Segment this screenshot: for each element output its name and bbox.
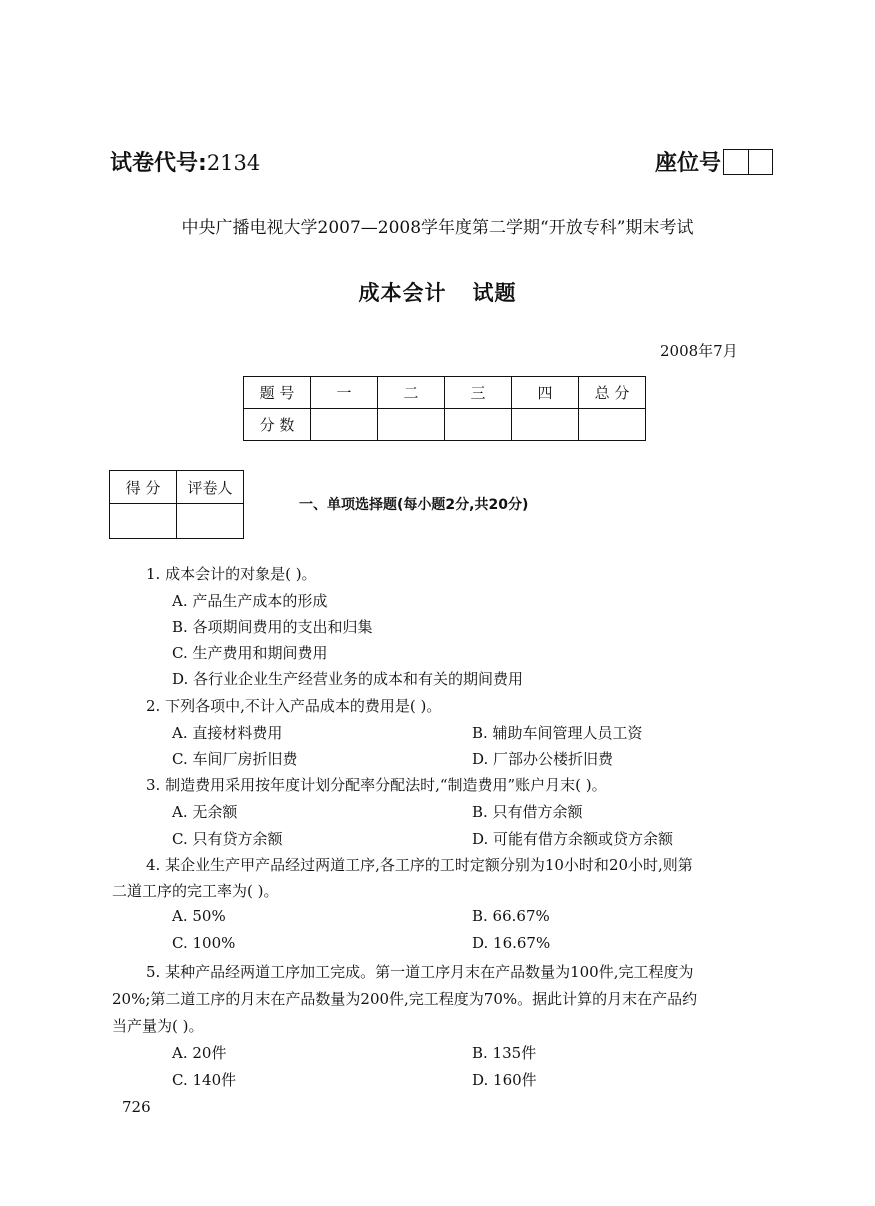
paper-code-label: 试卷代号: bbox=[110, 151, 207, 176]
score-header-cell: 三 bbox=[445, 377, 512, 409]
question-stem: 3. 制造费用采用按年度计划分配率分配法时,“制造费用”账户月末( )。 bbox=[146, 776, 607, 794]
option: D. 160件 bbox=[472, 1071, 537, 1089]
question-stem: 2. 下列各项中,不计入产品成本的费用是( )。 bbox=[146, 697, 442, 715]
score-table bbox=[243, 376, 646, 441]
option: D. 厂部办公楼折旧费 bbox=[472, 750, 614, 768]
page-number: 726 bbox=[122, 1098, 151, 1116]
option: C. 车间厂房折旧费 bbox=[172, 750, 298, 768]
score-header-cell: 总 分 bbox=[579, 377, 646, 409]
seat-box-2 bbox=[748, 150, 772, 174]
score-row-label: 分 数 bbox=[244, 409, 311, 441]
score-header-cell: 一 bbox=[311, 377, 378, 409]
question-stem-continued: 二道工序的完工率为( )。 bbox=[112, 882, 279, 900]
grader-label: 评卷人 bbox=[177, 471, 244, 504]
subject-name: 成本会计 bbox=[358, 281, 447, 305]
seat-number-label: 座位号 bbox=[655, 151, 722, 176]
question-stem: 5. 某种产品经两道工序加工完成。第一道工序月末在产品数量为100件,完工程度为 bbox=[146, 963, 694, 981]
grader-table bbox=[109, 470, 244, 539]
option: C. 只有贷方余额 bbox=[172, 830, 283, 848]
score-cell bbox=[378, 409, 445, 441]
exam-date: 2008年7月 bbox=[660, 342, 738, 360]
option: B. 135件 bbox=[472, 1044, 537, 1062]
score-cell bbox=[512, 409, 579, 441]
question-stem: 4. 某企业生产甲产品经过两道工序,各工序的工时定额分别为10小时和20小时,则第 bbox=[146, 856, 693, 874]
score-header-cell: 二 bbox=[378, 377, 445, 409]
option: D. 16.67% bbox=[472, 934, 551, 952]
option: A. 产品生产成本的形成 bbox=[172, 592, 328, 610]
score-cell bbox=[311, 409, 378, 441]
question-stem-continued: 20%;第二道工序的月末在产品数量为200件,完工程度为70%。据此计算的月末在产品约 bbox=[112, 990, 698, 1008]
score-table-header-row bbox=[244, 377, 646, 409]
seat-box-1 bbox=[724, 150, 748, 174]
subject-suffix: 试题 bbox=[472, 281, 517, 305]
option: C. 140件 bbox=[172, 1071, 237, 1089]
exam-title: 中央广播电视大学2007—2008学年度第二学期“开放专科”期末考试 bbox=[181, 218, 694, 238]
subject-title bbox=[0, 277, 875, 307]
grader-name-cell bbox=[177, 504, 244, 539]
score-table-value-row bbox=[244, 409, 646, 441]
option: C. 生产费用和期间费用 bbox=[172, 644, 328, 662]
option: A. 无余额 bbox=[172, 803, 238, 821]
option: D. 各行业企业生产经营业务的成本和有关的期间费用 bbox=[172, 670, 524, 688]
option: A. 50% bbox=[172, 907, 226, 925]
seat-number-boxes bbox=[723, 149, 773, 175]
question-stem: 1. 成本会计的对象是( )。 bbox=[146, 565, 317, 583]
score-cell bbox=[445, 409, 512, 441]
grader-score-cell bbox=[110, 504, 177, 539]
paper-code-value: 2134 bbox=[206, 151, 261, 175]
seat-number bbox=[655, 146, 773, 177]
option: A. 20件 bbox=[172, 1044, 227, 1062]
option: B. 66.67% bbox=[472, 907, 550, 925]
score-header-cell: 题 号 bbox=[244, 377, 311, 409]
option: C. 100% bbox=[172, 934, 236, 952]
question-stem-continued: 当产量为( )。 bbox=[112, 1017, 204, 1035]
grader-score-label: 得 分 bbox=[110, 471, 177, 504]
section-title: 一、单项选择题(每小题2分,共20分) bbox=[299, 497, 529, 513]
option: D. 可能有借方余额或贷方余额 bbox=[472, 830, 674, 848]
option: B. 只有借方余额 bbox=[472, 803, 583, 821]
score-header-cell: 四 bbox=[512, 377, 579, 409]
paper-code bbox=[110, 146, 260, 177]
score-cell bbox=[579, 409, 646, 441]
option: B. 辅助车间管理人员工资 bbox=[472, 724, 643, 742]
option: A. 直接材料费用 bbox=[172, 724, 283, 742]
option: B. 各项期间费用的支出和归集 bbox=[172, 618, 373, 636]
